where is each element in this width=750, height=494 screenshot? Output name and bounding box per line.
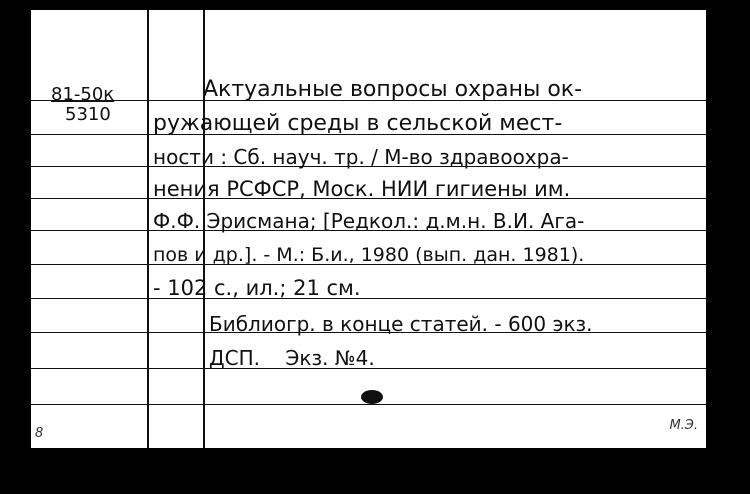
entry-line-3: ности : Сб. науч. тр. / М-во здравоохра- xyxy=(153,145,569,169)
call-number-sub: 5310 xyxy=(65,104,111,125)
left-margin-line xyxy=(147,10,149,448)
entry-line-8: Библиогр. в конце статей. - 600 экз. xyxy=(209,312,593,336)
entry-line-2: ружающей среды в сельской мест- xyxy=(153,111,563,136)
entry-line-9: ДСП. Экз. №4. xyxy=(209,346,375,370)
entry-line-4: нения РСФСР, Моск. НИИ гигиены им. xyxy=(153,177,571,201)
entry-line-1: Актуальные вопросы охраны ок- xyxy=(203,77,583,102)
entry-line-7: - 102 с., ил.; 21 см. xyxy=(153,276,361,300)
entry-line-5: Ф.Ф. Эрисмана; [Редкол.: д.м.н. В.И. Ага- xyxy=(153,209,585,233)
entry-line-6: пов и др.]. - М.: Б.и., 1980 (вып. дан. 1981). xyxy=(153,244,585,266)
call-number: 81-50к xyxy=(51,84,115,105)
corner-mark-right: М.Э. xyxy=(669,418,698,433)
catalog-card xyxy=(31,10,706,448)
corner-mark-left: 8 xyxy=(35,426,44,441)
ruled-line xyxy=(31,404,706,405)
ruled-line xyxy=(31,298,706,299)
ink-blot xyxy=(361,390,383,404)
